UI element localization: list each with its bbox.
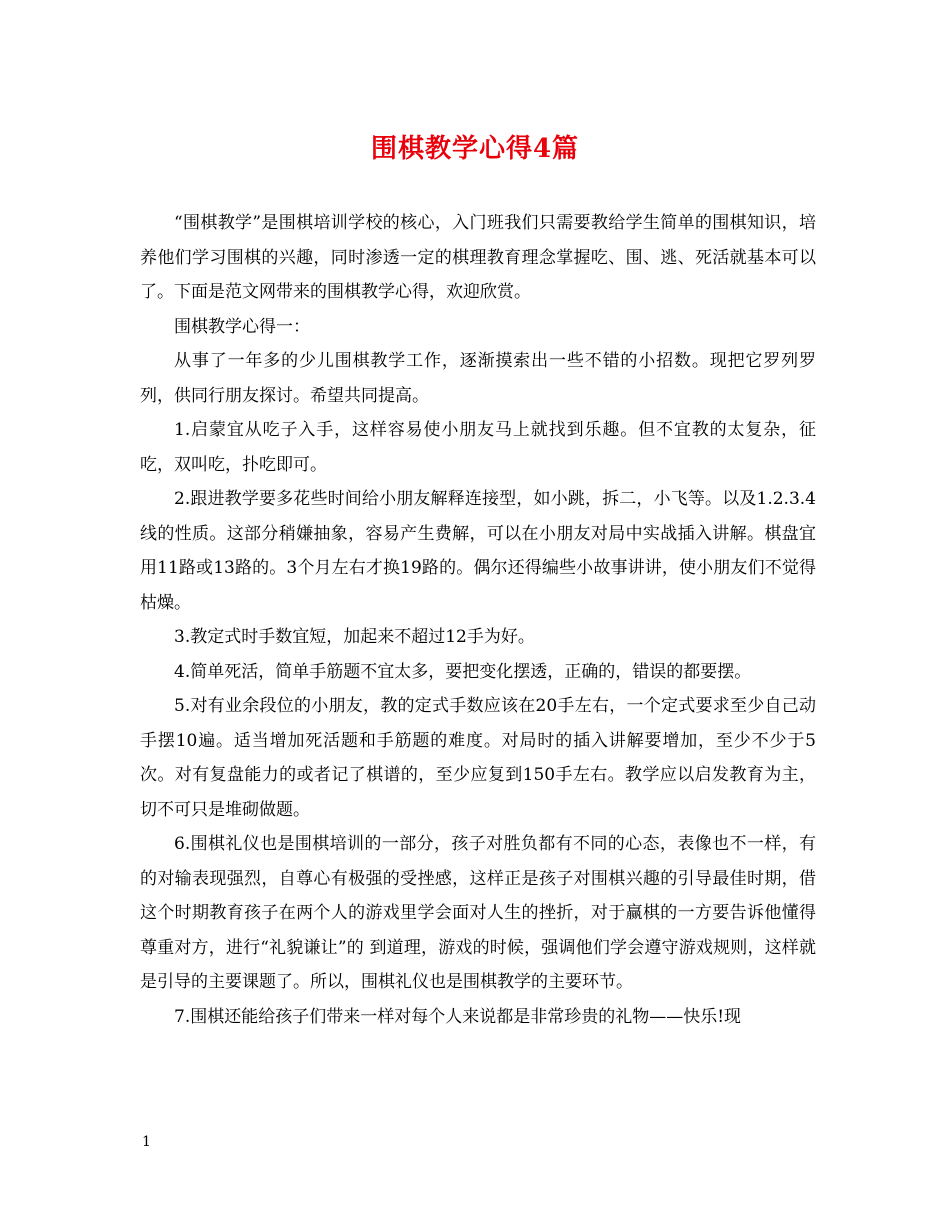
paragraph-item-1: 1.启蒙宜从吃子入手，这样容易使小朋友马上就找到乐趣。但不宜教的太复杂，征吃，双叫吃，扑吃即可。 <box>140 420 816 475</box>
paragraph-intro: “围棋教学”是围棋培训学校的核心，入门班我们只需要教给学生简单的围棋知识，培养他们学习围棋的兴趣，同时渗透一定的棋理教育理念掌握吃、围、逃、死活就基本可以了。下面是范文网带来的围棋教学心得，欢迎欣赏。 <box>140 213 816 302</box>
paragraph-item-6: 6.围棋礼仪也是围棋培训的一部分，孩子对胜负都有不同的心态，表像也不一样，有的对输表现强烈，自尊心有极强的受挫感，这样正是孩子对围棋兴趣的引导最佳时期，借这个时期教育孩子在两个人的游戏里学会面对人生的挫折，对于赢棋的一方要告诉他懂得尊重对方，进行“礼貌谦让”的 到道理，游戏的时候，强调他们学会遵守游戏规则，这样就是引导的主要课题了。所以，围棋礼仪也是围棋教学的主要环节。 <box>140 834 816 992</box>
page-number: 1 <box>142 1134 151 1150</box>
paragraph-item-5: 5.对有业余段位的小朋友，教的定式手数应该在20手左右，一个定式要求至少自己动手摆10遍。适当增加死活题和手筋题的难度。对局时的插入讲解要增加，至少不少于5次。对有复盘能力的或者记了棋谱的，至少应复到150手左右。教学应以启发教育为主，切不可只是堆砌做题。 <box>140 696 816 820</box>
paragraph-section-heading: 围棋教学心得一： <box>174 316 310 337</box>
document-body <box>140 206 816 1034</box>
paragraph-opening: 从事了一年多的少儿围棋教学工作，逐渐摸索出一些不错的小招数。现把它罗列罗列，供同行朋友探讨。希望共同提高。 <box>140 351 816 406</box>
paragraph-item-4: 4.简单死活，简单手筋题不宜太多，要把变化摆透，正确的，错误的都要摆。 <box>174 661 752 682</box>
document-title: 围棋教学心得4篇 <box>370 134 580 164</box>
paragraph-item-2: 2.跟进教学要多花些时间给小朋友解释连接型，如小跳，拆二，小飞等。以及1.2.3.4线的性质。这部分稍嫌抽象，容易产生费解，可以在小朋友对局中实战插入讲解。棋盘宜用11路或13路的。3个月左右才换19路的。偶尔还得编些小故事讲讲，使小朋友们不觉得枯燥。 <box>140 489 816 613</box>
paragraph-item-7: 7.围棋还能给孩子们带来一样对每个人来说都是非常珍贵的礼物——快乐!现 <box>174 1006 742 1027</box>
paragraph-item-3: 3.教定式时手数宜短，加起来不超过12手为好。 <box>174 627 535 647</box>
